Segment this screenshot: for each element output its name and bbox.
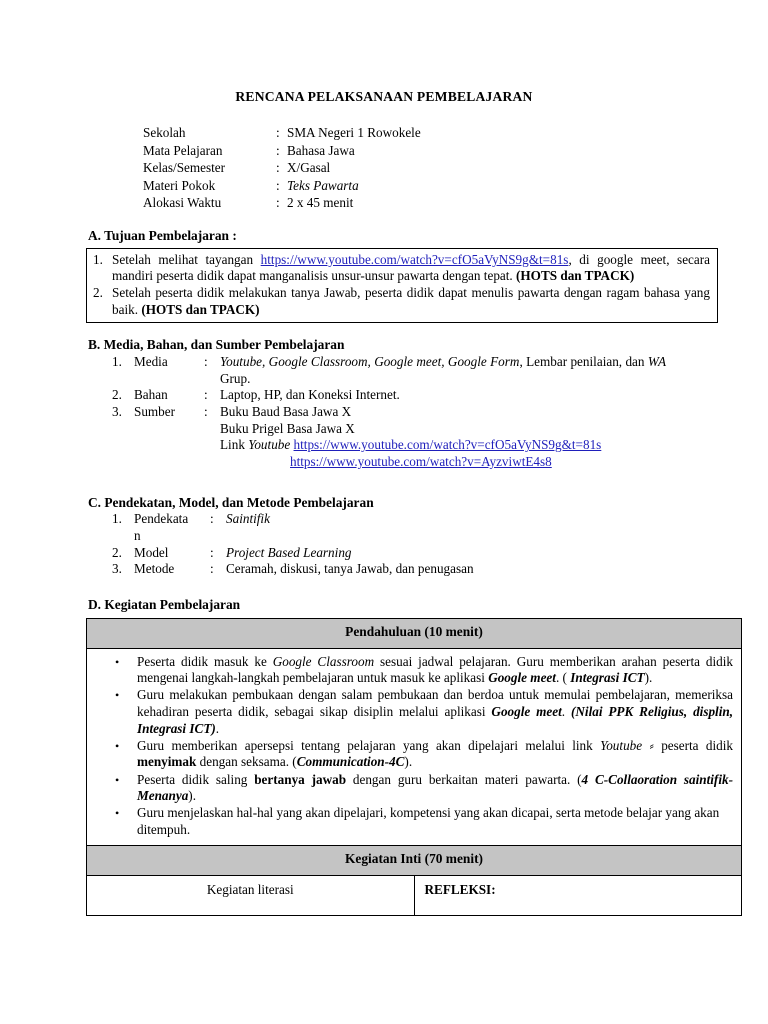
- youtube-link[interactable]: https://www.youtube.com/watch?v=cfO5aVyNS9g&t=81s: [260, 251, 569, 267]
- link-label-plain: Link: [220, 437, 249, 453]
- media-part-apps: Youtube, Google Classroom, Google meet, Google Form: [220, 354, 520, 370]
- list-key-part-1: Pendekata: [134, 511, 189, 527]
- bullet-dot-icon: •: [115, 738, 120, 753]
- list-number: 2.: [93, 285, 103, 300]
- list-item-media: [112, 354, 768, 387]
- identity-label: Alokasi Waktu: [143, 195, 222, 211]
- inti-header-cell: Kegiatan Inti (70 menit): [87, 846, 742, 876]
- bullet-text-segment: Integrasi ICT: [566, 670, 645, 686]
- media-part-plain: , Lembar penilaian, dan: [519, 354, 648, 370]
- identity-colon: :: [276, 195, 280, 211]
- identity-row-sekolah: [143, 124, 768, 142]
- bullet-text-segment: ).: [644, 670, 653, 686]
- bullet-text-segment: Guru menjelaskan hal-hal yang akan dipelajari, kompetensi yang akan dicapai, serta metode belajar yang akan ditempuh.: [137, 805, 720, 837]
- media-part-wa: WA: [647, 354, 666, 370]
- table-row-inti-body: [87, 875, 742, 915]
- list-item: [95, 738, 733, 771]
- identity-value: X/Gasal: [287, 160, 331, 176]
- table-row-pendahuluan-header: [87, 618, 742, 648]
- identity-block: [143, 124, 768, 212]
- list-key: Metode: [134, 561, 175, 577]
- bullet-text-segment: Google meet: [488, 670, 556, 686]
- bullet-text-segment: Youtube: [600, 737, 643, 753]
- youtube-link[interactable]: https://www.youtube.com/watch?v=cfO5aVyNS9g&t=81s: [293, 437, 602, 453]
- bullet-text-segment: Guru memberikan apersepsi tentang pelajaran yang akan dipelajari melalui link: [137, 737, 601, 753]
- bullet-text-segment: menyimak: [137, 754, 197, 770]
- list-colon: :: [210, 511, 214, 527]
- sumber-link-row: [220, 437, 700, 454]
- bullet-dot-icon: •: [115, 654, 120, 669]
- identity-value: Bahasa Jawa: [287, 142, 355, 158]
- identity-row-mata-pelajaran: [143, 142, 768, 160]
- objectives-list: [93, 252, 710, 319]
- bullet-text-segment: dengan seksama. (: [196, 754, 297, 770]
- list-item-bahan: [112, 387, 768, 404]
- list-item-sumber: [112, 404, 768, 471]
- bullet-text-segment: ⸗ peserta didik: [642, 737, 733, 753]
- bullet-text-segment: Google meet: [491, 704, 562, 720]
- objective-pre: Setelah peserta didik melakukan tanya Jawab, peserta didik dapat menulis pawarta dengan ragam bahasa yang baik.: [112, 285, 710, 317]
- list-item-metode: [112, 561, 768, 578]
- list-item: [95, 687, 733, 737]
- bullet-text-segment: Peserta didik saling: [137, 771, 255, 787]
- list-colon: :: [204, 354, 208, 370]
- media-part-grup: Grup.: [220, 370, 251, 386]
- table-row-pendahuluan-body: [87, 648, 742, 845]
- list-item: [95, 805, 733, 838]
- identity-row-alokasi-waktu: [143, 194, 768, 212]
- list-key: Sumber: [134, 404, 176, 420]
- list-number: 3.: [112, 561, 122, 577]
- objective-text: [112, 285, 710, 318]
- list-key-part-2: n: [134, 528, 141, 544]
- list-number: 3.: [112, 404, 122, 420]
- objective-tag: (HOTS dan TPACK): [516, 268, 635, 284]
- objective-pre: Setelah melihat tayangan: [112, 251, 261, 267]
- list-item-model: [112, 545, 768, 562]
- identity-colon: :: [276, 142, 280, 158]
- model-value: Project Based Learning: [226, 544, 352, 560]
- bullet-text-segment: ).: [404, 754, 413, 770]
- bullet-text: [137, 805, 733, 838]
- objective-post: , di google meet, secara mandiri peserta didik dapat manganalisis unsur-unsur pawarta dengan tepat.: [112, 251, 710, 284]
- list-item: [93, 285, 710, 318]
- section-b-list: [0, 354, 768, 470]
- identity-label: Materi Pokok: [143, 177, 216, 193]
- identity-value: 2 x 45 menit: [287, 195, 354, 211]
- bullet-dot-icon: •: [115, 772, 120, 787]
- bullet-text: [137, 687, 733, 737]
- bullet-text-segment: Communication-4C: [296, 754, 405, 770]
- section-c: [0, 495, 768, 578]
- bullet-text: [137, 772, 733, 805]
- pendahuluan-header-cell: Pendahuluan (10 menit): [87, 618, 742, 648]
- section-d-heading: D. Kegiatan Pembelajaran: [88, 596, 241, 612]
- bullet-text-segment: Google Classroom: [272, 653, 375, 669]
- sumber-link-row-2: [220, 454, 700, 471]
- objective-text: [112, 252, 710, 285]
- list-item: [93, 252, 710, 285]
- identity-value: Teks Pawarta: [287, 177, 359, 193]
- table-row-inti-header: [87, 846, 742, 876]
- identity-value: SMA Negeri 1 Rowokele: [287, 125, 421, 141]
- bullet-text-segment: .: [215, 720, 220, 736]
- list-number: 2.: [112, 544, 122, 560]
- metode-value: Ceramah, diskusi, tanya Jawab, dan penugasan: [226, 561, 474, 577]
- list-colon: :: [204, 387, 208, 403]
- section-d: [0, 597, 768, 916]
- list-key: [134, 511, 210, 544]
- identity-row-kelas-semester: [143, 159, 768, 177]
- list-colon: :: [210, 561, 214, 577]
- section-c-heading: C. Pendekatan, Model, dan Metode Pembelajaran: [88, 494, 374, 510]
- list-item: [95, 772, 733, 805]
- identity-label: Sekolah: [143, 125, 186, 141]
- bullet-text: [137, 738, 733, 771]
- section-c-list: [0, 511, 768, 578]
- section-b-heading: B. Media, Bahan, dan Sumber Pembelajaran: [88, 337, 345, 353]
- youtube-link-2[interactable]: https://www.youtube.com/watch?v=AyzviwtE4s8: [290, 453, 552, 469]
- identity-colon: :: [276, 160, 280, 176]
- list-key: Media: [134, 354, 168, 370]
- bullet-dot-icon: •: [115, 806, 120, 821]
- bullet-text: [137, 654, 733, 687]
- refleksi-cell: REFLEKSI:: [414, 875, 742, 915]
- list-colon: :: [210, 544, 214, 560]
- kegiatan-literasi-cell: Kegiatan literasi: [87, 875, 415, 915]
- bullet-text-segment: dengan guru berkaitan materi pawarta. (: [346, 771, 582, 787]
- pendahuluan-bullet-list: [95, 654, 733, 839]
- list-number: 2.: [112, 387, 122, 403]
- sumber-book-2: Buku Prigel Basa Jawa X: [220, 420, 355, 436]
- sumber-value: [220, 404, 700, 471]
- bullet-text-segment: (Nilai PPK Religius, displin, Integrasi ICT): [137, 704, 734, 736]
- identity-colon: :: [276, 125, 280, 141]
- bullet-text-segment: Peserta didik masuk ke: [137, 653, 273, 669]
- pendahuluan-body-cell: [87, 648, 742, 845]
- bullet-text-segment: bertanya jawab: [254, 771, 347, 787]
- objective-tag: (HOTS dan TPACK): [141, 301, 260, 317]
- list-item: [95, 654, 733, 687]
- bullet-text-segment: .: [561, 704, 571, 720]
- list-number: 1.: [93, 251, 103, 267]
- list-item-pendekatan: [112, 511, 768, 544]
- bullet-dot-icon: •: [115, 688, 120, 703]
- identity-label: Mata Pelajaran: [143, 142, 223, 158]
- link-label-youtube: Youtube: [248, 437, 291, 453]
- list-key: Model: [134, 544, 169, 560]
- bullet-text-segment: . (: [555, 670, 567, 686]
- page-title: RENCANA PELAKSANAAN PEMBELAJARAN: [235, 89, 533, 104]
- section-a-objectives-box: [86, 248, 718, 324]
- sumber-book-1: Buku Baud Basa Jawa X: [220, 404, 352, 420]
- identity-colon: :: [276, 177, 280, 193]
- identity-row-materi-pokok: [143, 177, 768, 195]
- bullet-text-segment: Guru melakukan pembukaan dengan salam pembukaan dan berdoa untuk memulai pembelajaran, memeriksa kehadiran peserta didik, sebagai sikap disiplin melalui aplikasi: [137, 687, 733, 720]
- list-number: 1.: [112, 511, 122, 527]
- bullet-text-segment: 4 C-Collaoration saintifik-Menanya: [137, 771, 733, 804]
- list-key: Bahan: [134, 387, 168, 403]
- kegiatan-pembelajaran-table: [86, 618, 742, 916]
- bullet-text-segment: sesuai jadwal pelajaran. Guru memberikan arahan peserta didik mengenai langkah-langkah pembelajaran untuk masuk ke aplikasi: [137, 653, 733, 686]
- pendekatan-value: Saintifik: [226, 511, 270, 527]
- media-value: [220, 354, 666, 387]
- section-a-heading: A. Tujuan Pembelajaran :: [88, 227, 237, 243]
- section-b: [0, 337, 768, 470]
- list-number: 1.: [112, 354, 122, 370]
- bullet-text-segment: ).: [188, 788, 196, 804]
- list-colon: :: [204, 404, 208, 420]
- bahan-value: Laptop, HP, dan Koneksi Internet.: [220, 387, 400, 403]
- identity-label: Kelas/Semester: [143, 160, 226, 176]
